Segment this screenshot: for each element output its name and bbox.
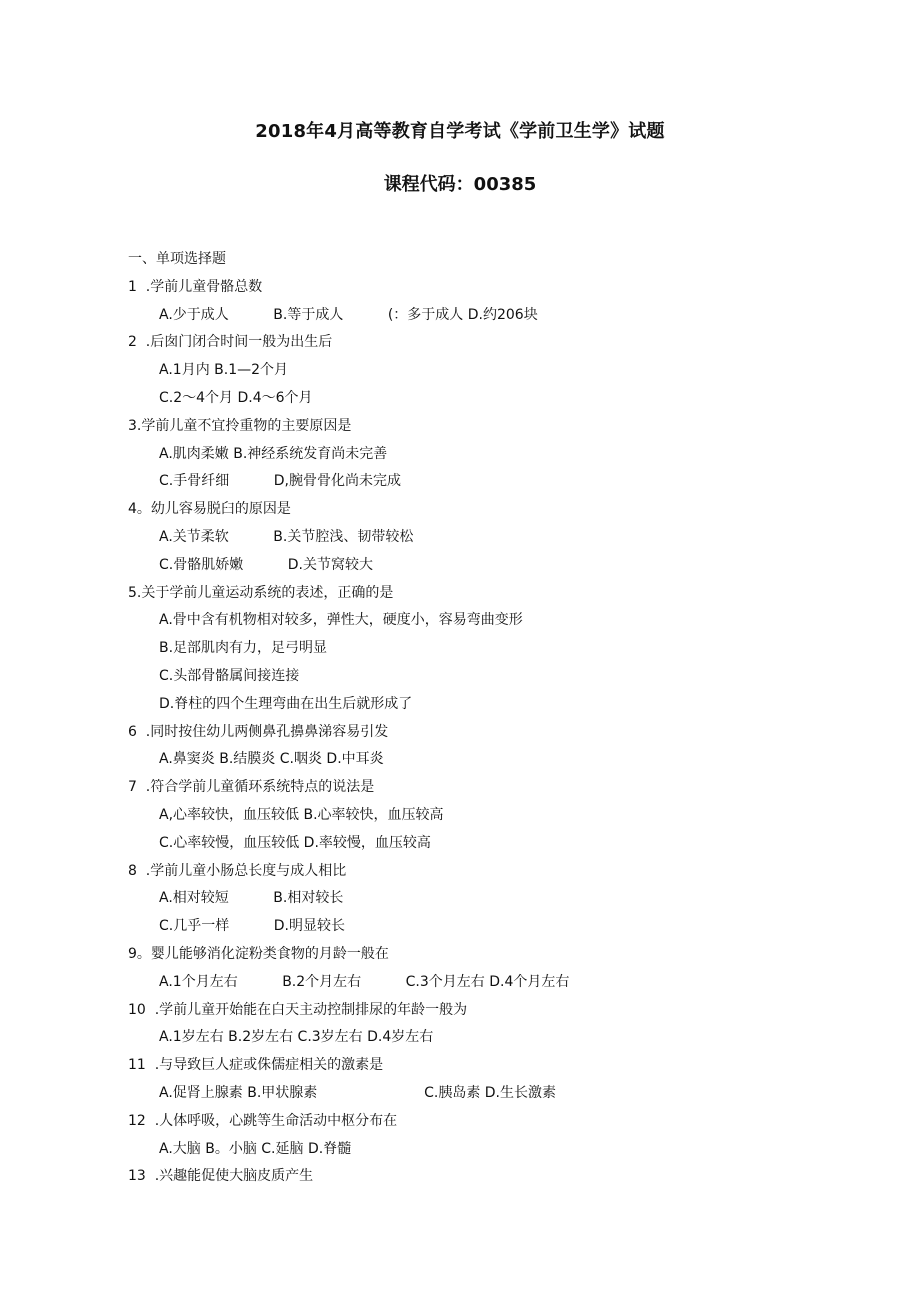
question-list [128, 246, 808, 1191]
answer-options: A.关节柔软 B.关节腔浅、韧带较松 [159, 528, 414, 545]
exam-title: 2018年4月高等教育自学考试《学前卫生学》试题 [255, 121, 665, 142]
answer-options: A.鼻窦炎 B.结膜炎 C.咽炎 D.中耳炎 [159, 751, 384, 768]
answer-options: A.1岁左右 B.2岁左右 C.3岁左右 D.4岁左右 [159, 1029, 434, 1046]
section-heading: 一、单项选择题 [128, 251, 226, 267]
answer-options: C.心率较慢，血压较低 D.率较慢，血压较高 [159, 834, 431, 851]
question-stem: 10 .学前儿童开始能在白天主动控制排尿的年龄一般为 [128, 1001, 468, 1018]
answer-options: A.大脑 B。小脑 C.延脑 D.脊髓 [159, 1140, 352, 1157]
answer-options: A,心率较快，血压较低 B.心率较快，血压较高 [159, 806, 444, 823]
answer-options: C.头部骨骼属间接连接 [159, 667, 300, 684]
answer-options: C.手骨纤细 D,腕骨骨化尚未完成 [159, 473, 401, 490]
answer-options: B.足部肌肉有力，足弓明显 [159, 640, 328, 657]
answer-options: A.1个月左右 B.2个月左右 C.3个月左右 D.4个月左右 [159, 973, 570, 990]
question-lines [128, 274, 808, 1191]
question-stem: 2 .后囱门闭合时间一般为出生后 [128, 334, 333, 351]
question-stem: 6 .同时按住幼儿两侧鼻孔擤鼻涕容易引发 [128, 723, 389, 740]
question-stem: 12 .人体呼吸，心跳等生命活动中枢分布在 [128, 1112, 398, 1129]
answer-options: C.几乎一样 D.明显较长 [159, 918, 345, 935]
course-code: 课程代码：00385 [383, 174, 537, 195]
answer-options: A.促肾上腺素 B.甲状腺素 C.胰岛素 D.生长激素 [159, 1084, 556, 1101]
question-stem: 5.关于学前儿童运动系统的表述，正确的是 [128, 584, 394, 601]
answer-options: A.少于成人 B.等于成人 (：多于成人 D.约206块 [159, 306, 538, 323]
answer-options: A.相对较短 B.相对较长 [159, 890, 344, 907]
question-stem: 3.学前儿童不宜拎重物的主要原因是 [128, 417, 352, 434]
question-stem: 7 .符合学前儿童循环系统特点的说法是 [128, 779, 375, 796]
answer-options: C.2～4个月 D.4～6个月 [159, 389, 313, 406]
question-stem: 13 .兴趣能促使大脑皮质产生 [128, 1168, 314, 1185]
question-stem: 4。幼儿容易脱臼的原因是 [128, 501, 291, 518]
question-stem: 9。婴儿能够消化淀粉类食物的月龄一般在 [128, 945, 389, 962]
question-stem: 8 .学前儿童小肠总长度与成人相比 [128, 862, 347, 879]
answer-options: A.1月内 B.1—2个月 [159, 362, 289, 379]
answer-options: A.肌肉柔嫩 B.神经系统发育尚未完善 [159, 445, 388, 462]
answer-options: D.脊柱的四个生理弯曲在出生后就形成了 [159, 695, 413, 712]
answer-options: A.骨中含有机物相对较多，弹性大，硬度小，容易弯曲变形 [159, 612, 523, 629]
question-stem: 11 .与导致巨人症或侏儒症相关的激素是 [128, 1057, 384, 1074]
answer-options: C.骨骼肌娇嫩 D.关节窝较大 [159, 556, 373, 573]
question-stem: 1 .学前儿童骨骼总数 [128, 278, 263, 295]
